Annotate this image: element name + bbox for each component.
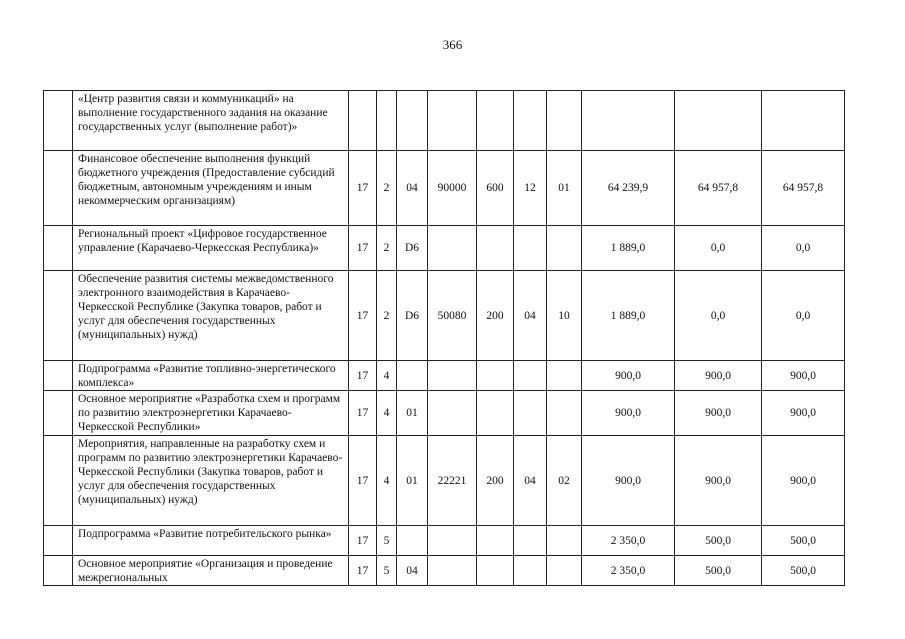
code-cell: 2 [377, 226, 397, 271]
code-cell: 04 [514, 271, 547, 361]
row-name: Основное мероприятие «Разработка схем и программ по развитию электроэнергетики Карачаево-Черкесской Республики» [73, 391, 349, 436]
row-blank-cell [44, 361, 73, 391]
code-cell: 200 [477, 436, 514, 526]
code-cell [477, 391, 514, 436]
code-cell: 04 [514, 436, 547, 526]
table-row [44, 436, 845, 526]
code-cell: 17 [349, 526, 377, 556]
code-cell: 2 [377, 151, 397, 226]
code-cell [397, 91, 428, 151]
code-cell: 04 [397, 556, 428, 586]
table-row [44, 151, 845, 226]
amount-cell: 64 957,8 [675, 151, 762, 226]
row-name: Финансовое обеспечение выполнения функций бюджетного учреждения (Предоставление субсидий бюджетным, автономным учреждениям и иным некоммерческим организациям) [73, 151, 349, 226]
code-cell: 5 [377, 556, 397, 586]
code-cell [547, 391, 582, 436]
code-cell [428, 391, 477, 436]
code-cell: 17 [349, 391, 377, 436]
table-row [44, 91, 845, 151]
amount-cell: 500,0 [762, 556, 845, 586]
amount-cell: 0,0 [762, 271, 845, 361]
row-name: «Центр развития связи и коммуникаций» на выполнение государственного задания на оказание государственных услуг (выполнение работ)» [73, 91, 349, 151]
code-cell: 17 [349, 556, 377, 586]
amount-cell: 64 239,9 [582, 151, 675, 226]
code-cell [477, 526, 514, 556]
code-cell [547, 226, 582, 271]
row-name: Подпрограмма «Развитие потребительского рынка» [73, 526, 349, 556]
amount-cell: 900,0 [762, 436, 845, 526]
amount-cell: 0,0 [675, 271, 762, 361]
row-blank-cell [44, 436, 73, 526]
row-name: Подпрограмма «Развитие топливно-энергетического комплекса» [73, 361, 349, 391]
amount-cell: 500,0 [675, 526, 762, 556]
code-cell [428, 361, 477, 391]
amount-cell [762, 91, 845, 151]
table-row [44, 556, 845, 586]
row-blank-cell [44, 391, 73, 436]
amount-cell: 64 957,8 [762, 151, 845, 226]
row-blank-cell [44, 526, 73, 556]
code-cell [547, 556, 582, 586]
code-cell: 02 [547, 436, 582, 526]
amount-cell: 2 350,0 [582, 556, 675, 586]
table-row [44, 226, 845, 271]
code-cell [428, 226, 477, 271]
code-cell [477, 556, 514, 586]
code-cell: 17 [349, 436, 377, 526]
code-cell: D6 [397, 271, 428, 361]
row-name: Обеспечение развития системы межведомственного электронного взаимодействия в Карачаево-Черкесской Республике (Закупка товаров, работ и услуг для обеспечения государственных (муниципальных) нужд) [73, 271, 349, 361]
code-cell [514, 556, 547, 586]
code-cell: 01 [397, 391, 428, 436]
code-cell: 17 [349, 151, 377, 226]
code-cell: 200 [477, 271, 514, 361]
row-name: Региональный проект «Цифровое государственное управление (Карачаево-Черкесская Республика)» [73, 226, 349, 271]
code-cell [514, 391, 547, 436]
code-cell: 17 [349, 226, 377, 271]
amount-cell: 900,0 [762, 391, 845, 436]
code-cell [349, 91, 377, 151]
code-cell: 22221 [428, 436, 477, 526]
code-cell [397, 361, 428, 391]
amount-cell: 900,0 [582, 361, 675, 391]
row-blank-cell [44, 271, 73, 361]
amount-cell: 1 889,0 [582, 271, 675, 361]
code-cell [428, 91, 477, 151]
budget-table [43, 90, 845, 586]
amount-cell: 900,0 [675, 436, 762, 526]
code-cell [477, 361, 514, 391]
amount-cell: 0,0 [675, 226, 762, 271]
amount-cell: 900,0 [582, 391, 675, 436]
amount-cell: 900,0 [762, 361, 845, 391]
amount-cell: 500,0 [675, 556, 762, 586]
code-cell: 4 [377, 361, 397, 391]
code-cell [477, 91, 514, 151]
code-cell [547, 361, 582, 391]
code-cell [428, 556, 477, 586]
code-cell [377, 91, 397, 151]
table-row [44, 361, 845, 391]
table-row [44, 391, 845, 436]
code-cell: 4 [377, 391, 397, 436]
code-cell [397, 526, 428, 556]
table-row [44, 526, 845, 556]
amount-cell: 900,0 [675, 391, 762, 436]
code-cell: 10 [547, 271, 582, 361]
code-cell: 17 [349, 271, 377, 361]
row-blank-cell [44, 226, 73, 271]
code-cell: 01 [547, 151, 582, 226]
amount-cell: 0,0 [762, 226, 845, 271]
amount-cell: 1 889,0 [582, 226, 675, 271]
code-cell [547, 526, 582, 556]
row-blank-cell [44, 151, 73, 226]
row-name: Мероприятия, направленные на разработку схем и программ по развитию электроэнергетики Карачаево-Черкесской Республики (Закупка товаров, работ и услуг для обеспечения государственных (муниципальных) нужд) [73, 436, 349, 526]
code-cell [514, 526, 547, 556]
code-cell: 01 [397, 436, 428, 526]
row-blank-cell [44, 556, 73, 586]
amount-cell: 2 350,0 [582, 526, 675, 556]
code-cell: 12 [514, 151, 547, 226]
code-cell [428, 526, 477, 556]
amount-cell: 900,0 [675, 361, 762, 391]
code-cell: 90000 [428, 151, 477, 226]
code-cell: 600 [477, 151, 514, 226]
code-cell: 5 [377, 526, 397, 556]
code-cell [477, 226, 514, 271]
code-cell: 50080 [428, 271, 477, 361]
code-cell: 2 [377, 271, 397, 361]
code-cell: 04 [397, 151, 428, 226]
amount-cell: 500,0 [762, 526, 845, 556]
code-cell [514, 361, 547, 391]
page-number: 366 [442, 37, 463, 52]
code-cell: D6 [397, 226, 428, 271]
table-row [44, 271, 845, 361]
code-cell [514, 226, 547, 271]
amount-cell [582, 91, 675, 151]
code-cell: 17 [349, 361, 377, 391]
row-blank-cell [44, 91, 73, 151]
amount-cell: 900,0 [582, 436, 675, 526]
code-cell: 4 [377, 436, 397, 526]
code-cell [514, 91, 547, 151]
row-name: Основное мероприятие «Организация и проведение межрегиональных [73, 556, 349, 586]
amount-cell [675, 91, 762, 151]
code-cell [547, 91, 582, 151]
